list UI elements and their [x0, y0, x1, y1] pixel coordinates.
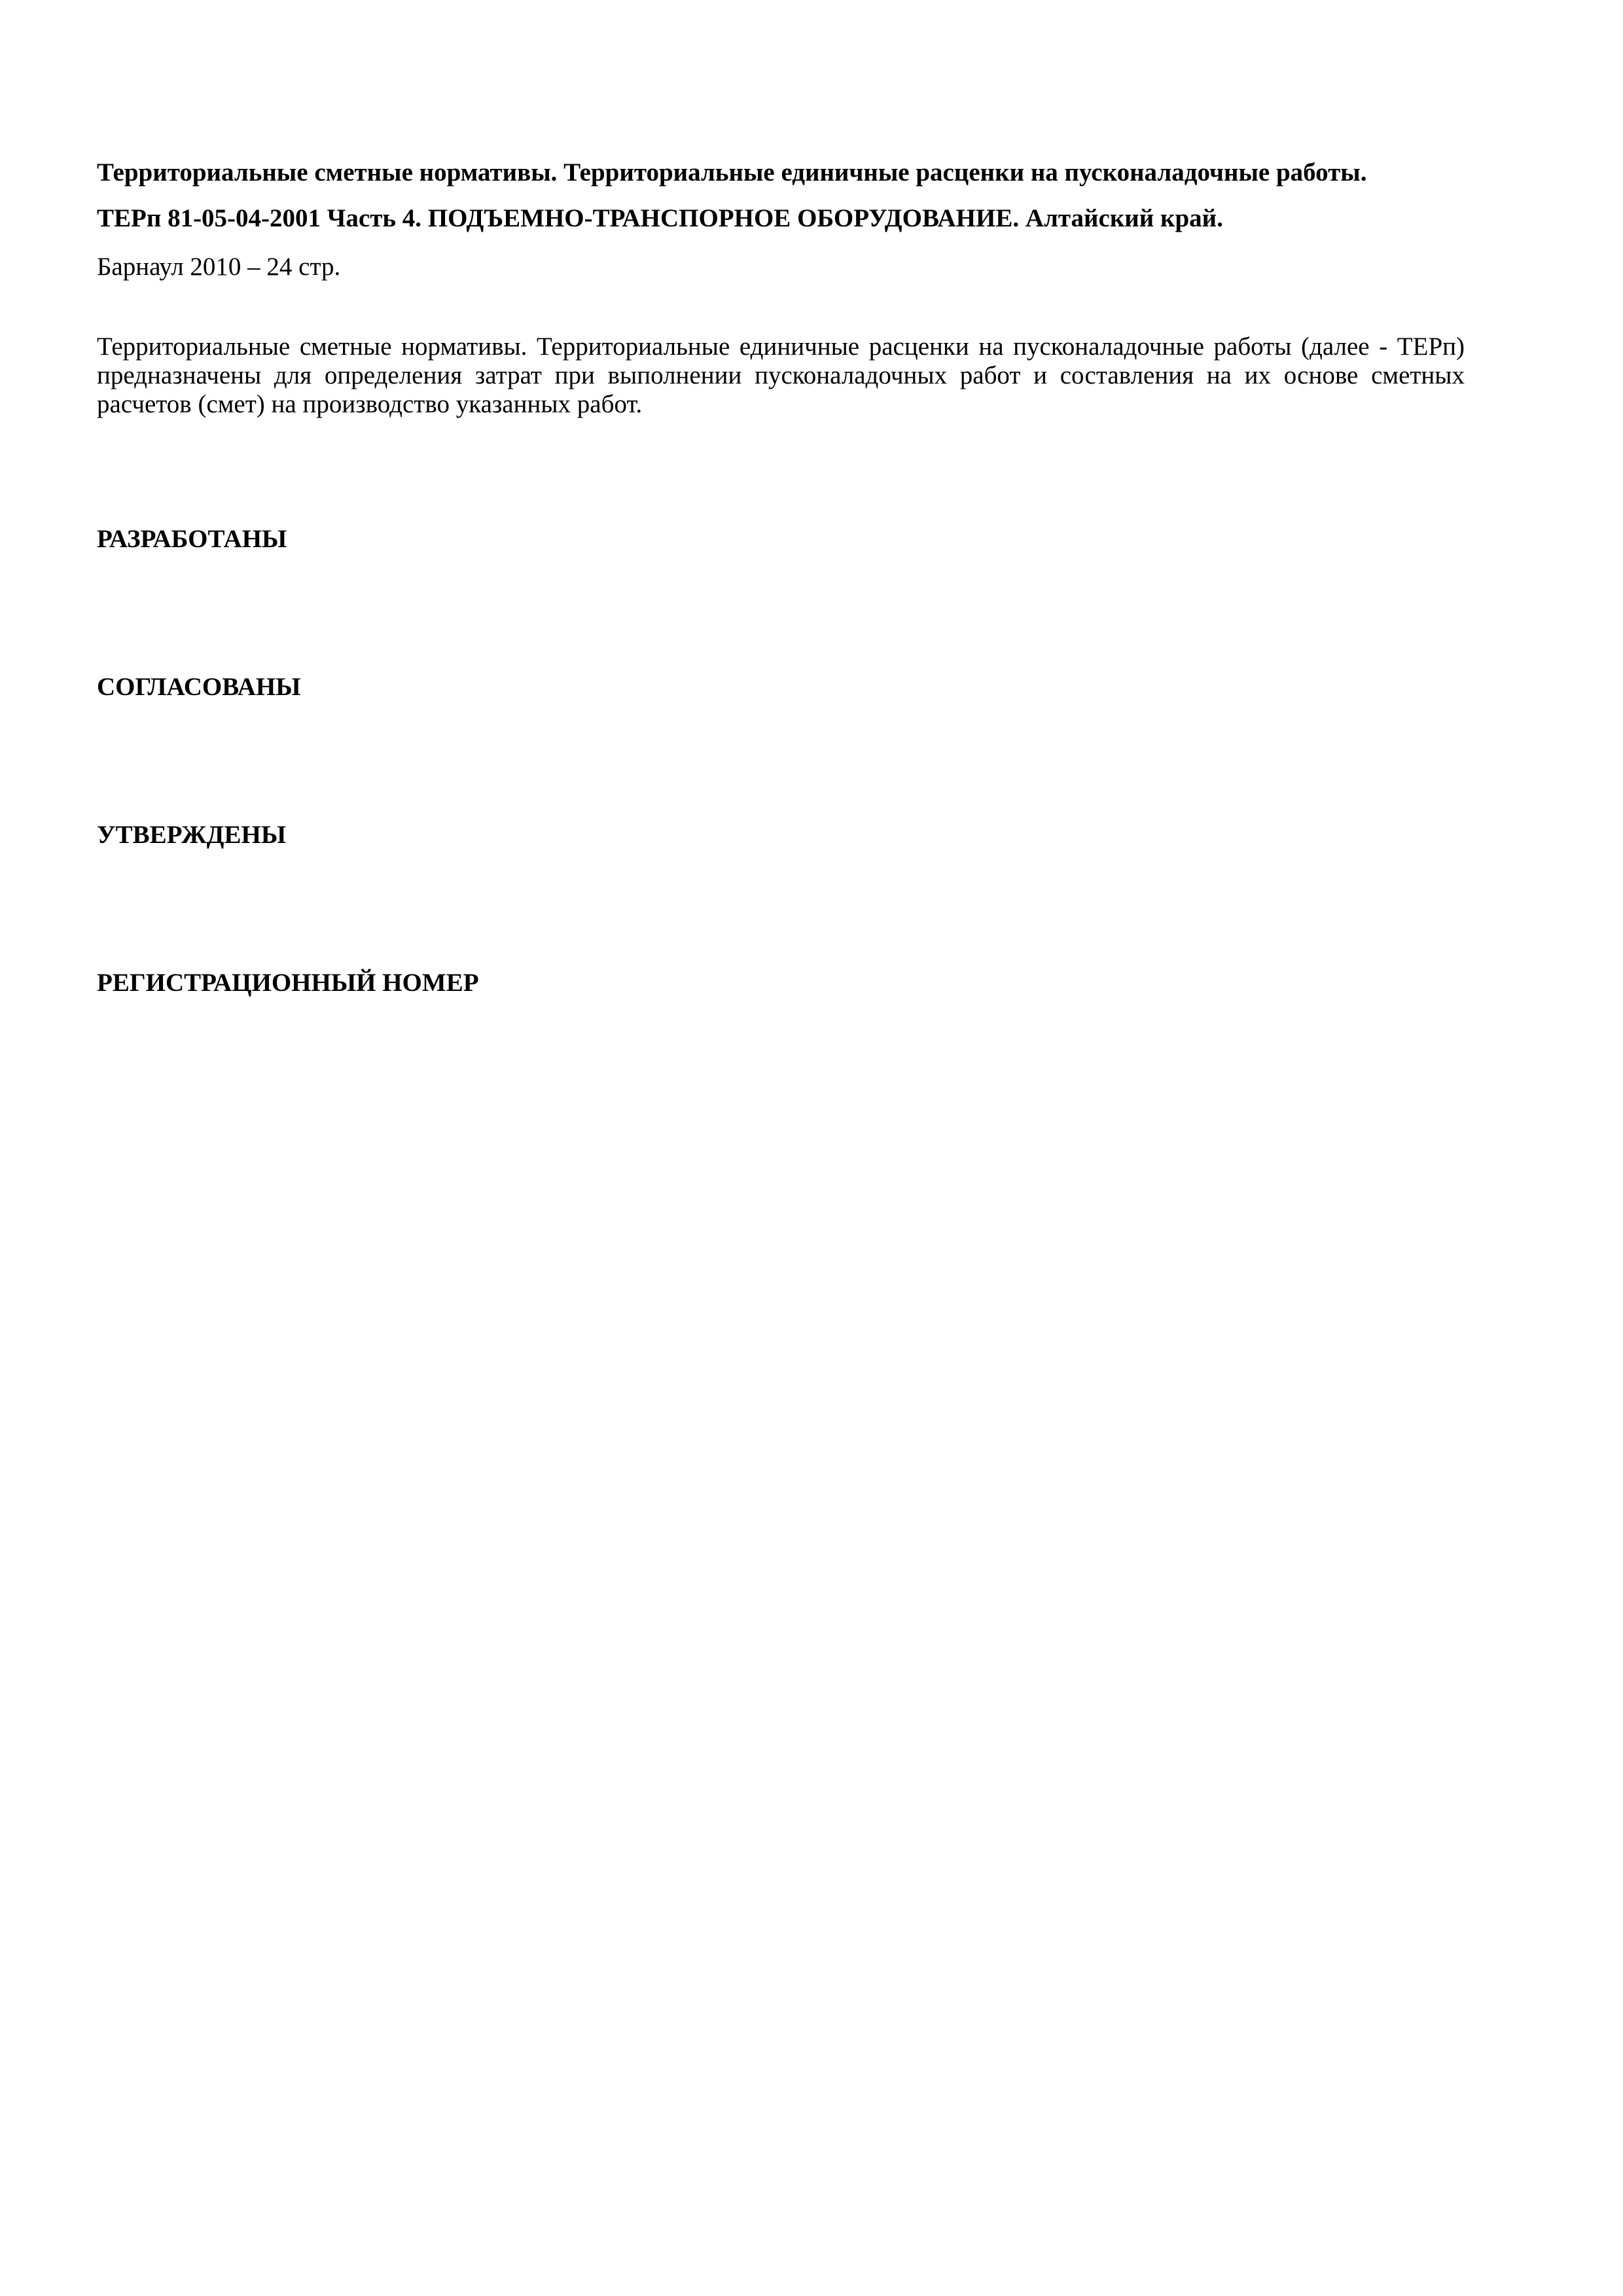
- section-heading-developed: РАЗРАБОТАНЫ: [97, 525, 287, 553]
- section-heading-agreed: СОГЛАСОВАНЫ: [97, 673, 301, 701]
- document-title-line-1: Территориальные сметные нормативы. Территориальные единичные расценки на пусконаладочные работы.: [97, 158, 1367, 187]
- publication-info: Барнаул 2010 – 24 стр.: [97, 253, 341, 281]
- abstract-paragraph: Территориальные сметные нормативы. Территориальные единичные расценки на пусконаладочные работы (далее - ТЕРп) предназначены для определения затрат при выполнении пусконаладочных работ и составления на их основе сметных расчетов (смет) на производство указанных работ.: [97, 332, 1465, 418]
- section-heading-approved: УТВЕРЖДЕНЫ: [97, 821, 287, 849]
- section-heading-registration-number: РЕГИСТРАЦИОННЫЙ НОМЕР: [97, 969, 479, 997]
- document-title-line-2: ТЕРп 81-05-04-2001 Часть 4. ПОДЪЕМНО-ТРАНСПОРНОЕ ОБОРУДОВАНИЕ. Алтайский край.: [97, 204, 1223, 232]
